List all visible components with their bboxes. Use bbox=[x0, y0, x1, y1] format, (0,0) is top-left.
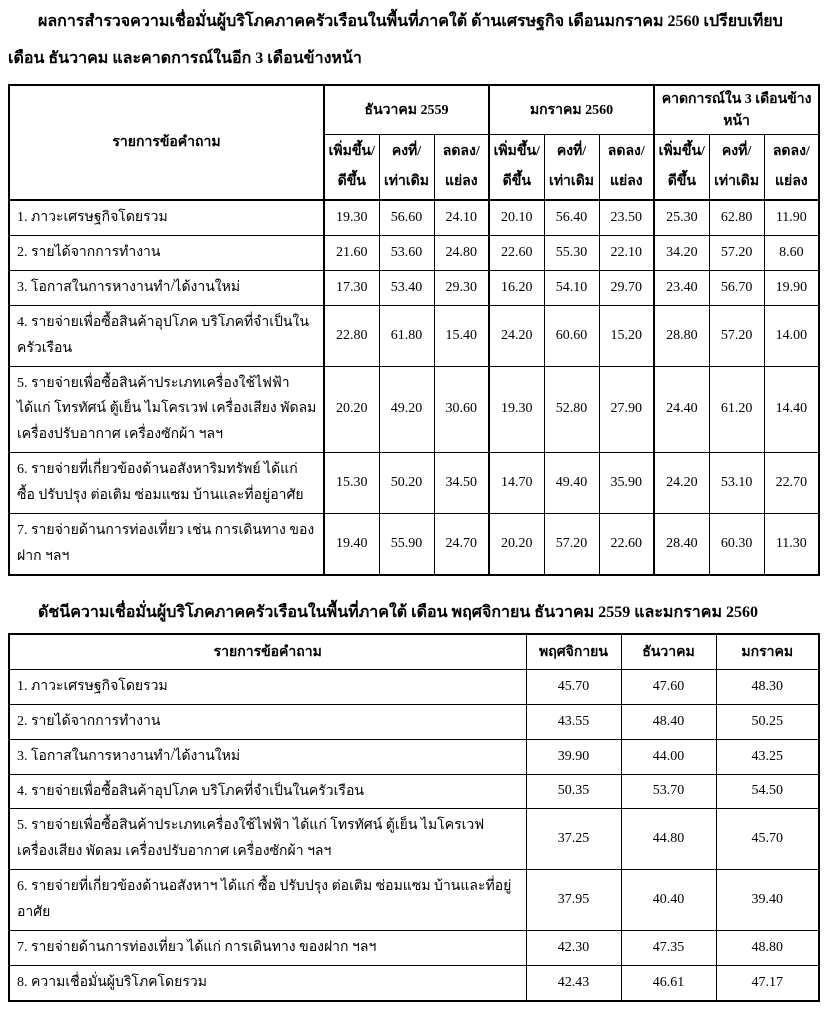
value-cell: 56.60 bbox=[379, 200, 434, 235]
question-label: 2. รายได้จากการทำงาน bbox=[9, 235, 324, 270]
month-header-december: ธันวาคม bbox=[621, 634, 716, 669]
subheader-line: เพิ่มขึ้น/ bbox=[493, 144, 540, 160]
value-cell: 28.80 bbox=[654, 305, 709, 366]
group-header-january: มกราคม 2560 bbox=[489, 85, 654, 135]
table-row bbox=[9, 366, 819, 453]
value-cell: 42.30 bbox=[526, 931, 621, 966]
question-label: 5. รายจ่ายเพื่อซื้อสินค้าประเภทเครื่องใช้ไฟฟ้า ได้แก่ โทรทัศน์ ตู้เย็น ไมโครเวฟ เครื่องเสียง พัดลม เครื่องปรับอากาศ เครื่องซักผ้า ฯลฯ bbox=[9, 366, 324, 453]
value-cell: 19.90 bbox=[764, 270, 819, 305]
subheader-increase bbox=[324, 134, 379, 200]
value-cell: 53.60 bbox=[379, 235, 434, 270]
value-cell: 60.60 bbox=[544, 305, 599, 366]
subheader-line: ดีขึ้น bbox=[337, 173, 366, 189]
value-cell: 24.10 bbox=[434, 200, 489, 235]
value-cell: 55.90 bbox=[379, 514, 434, 575]
subheader-line: เท่าเดิม bbox=[714, 173, 760, 189]
subheader-increase bbox=[654, 134, 709, 200]
value-cell: 47.35 bbox=[621, 931, 716, 966]
value-cell: 22.10 bbox=[599, 235, 654, 270]
value-cell: 56.70 bbox=[709, 270, 764, 305]
value-cell: 61.80 bbox=[379, 305, 434, 366]
value-cell: 48.80 bbox=[716, 931, 819, 966]
value-cell: 45.70 bbox=[526, 669, 621, 704]
value-cell: 39.40 bbox=[716, 870, 819, 931]
confidence-index-table bbox=[8, 633, 820, 1001]
value-cell: 14.00 bbox=[764, 305, 819, 366]
value-cell: 50.35 bbox=[526, 774, 621, 809]
value-cell: 40.40 bbox=[621, 870, 716, 931]
value-cell: 46.61 bbox=[621, 965, 716, 1000]
table-row bbox=[9, 704, 819, 739]
subheader-line: คงที่/ bbox=[556, 144, 587, 160]
value-cell: 28.40 bbox=[654, 514, 709, 575]
table-row bbox=[9, 305, 819, 366]
group-header-forecast: คาดการณ์ใน 3 เดือนข้างหน้า bbox=[654, 85, 819, 135]
value-cell: 27.90 bbox=[599, 366, 654, 453]
value-cell: 57.20 bbox=[709, 305, 764, 366]
subheader-stable bbox=[709, 134, 764, 200]
value-cell: 22.60 bbox=[599, 514, 654, 575]
value-cell: 43.55 bbox=[526, 704, 621, 739]
group-header-december: ธันวาคม 2559 bbox=[324, 85, 489, 135]
subheader-line: คงที่/ bbox=[721, 144, 752, 160]
subheader-line: เพิ่มขึ้น/ bbox=[658, 144, 705, 160]
month-header-november: พฤศจิกายน bbox=[526, 634, 621, 669]
value-cell: 48.40 bbox=[621, 704, 716, 739]
value-cell: 24.20 bbox=[654, 453, 709, 514]
value-cell: 19.40 bbox=[324, 514, 379, 575]
value-cell: 29.30 bbox=[434, 270, 489, 305]
subheader-line: เท่าเดิม bbox=[549, 173, 595, 189]
value-cell: 34.20 bbox=[654, 235, 709, 270]
value-cell: 22.80 bbox=[324, 305, 379, 366]
value-cell: 43.25 bbox=[716, 739, 819, 774]
subheader-increase bbox=[489, 134, 544, 200]
value-cell: 47.17 bbox=[716, 965, 819, 1000]
value-cell: 30.60 bbox=[434, 366, 489, 453]
question-label: 1. ภาวะเศรษฐกิจโดยรวม bbox=[9, 200, 324, 235]
value-cell: 14.70 bbox=[489, 453, 544, 514]
value-cell: 53.70 bbox=[621, 774, 716, 809]
question-label: 6. รายจ่ายที่เกี่ยวข้องด้านอสังหาริมทรัพย์ ได้แก่ ซื้อ ปรับปรุง ต่อเติม ซ่อมแซม บ้านและที่อยู่อาศัย bbox=[9, 453, 324, 514]
table-row bbox=[9, 235, 819, 270]
value-cell: 45.70 bbox=[716, 809, 819, 870]
index-table-title: ดัชนีความเชื่อมั่นผู้บริโภคภาคครัวเรือนในพื้นที่ภาคใต้ เดือน พฤศจิกายน ธันวาคม 2559 และมกราคม 2560 bbox=[38, 603, 758, 621]
value-cell: 15.30 bbox=[324, 453, 379, 514]
value-cell: 47.60 bbox=[621, 669, 716, 704]
value-cell: 60.30 bbox=[709, 514, 764, 575]
value-cell: 16.20 bbox=[489, 270, 544, 305]
value-cell: 50.20 bbox=[379, 453, 434, 514]
question-label: 6. รายจ่ายที่เกี่ยวข้องด้านอสังหาฯ ได้แก่ ซื้อ ปรับปรุง ต่อเติม ซ่อมแซม บ้านและที่อยู่อาศัย bbox=[9, 870, 526, 931]
value-cell: 11.90 bbox=[764, 200, 819, 235]
question-label: 2. รายได้จากการทำงาน bbox=[9, 704, 526, 739]
value-cell: 14.40 bbox=[764, 366, 819, 453]
table-row bbox=[9, 809, 819, 870]
value-cell: 57.20 bbox=[709, 235, 764, 270]
value-cell: 44.00 bbox=[621, 739, 716, 774]
subheader-line: ลดลง/ bbox=[607, 144, 645, 160]
value-cell: 23.50 bbox=[599, 200, 654, 235]
value-cell: 24.20 bbox=[489, 305, 544, 366]
value-cell: 49.20 bbox=[379, 366, 434, 453]
value-cell: 11.30 bbox=[764, 514, 819, 575]
value-cell: 8.60 bbox=[764, 235, 819, 270]
subheader-decrease bbox=[764, 134, 819, 200]
question-label: 5. รายจ่ายเพื่อซื้อสินค้าประเภทเครื่องใช้ไฟฟ้า ได้แก่ โทรทัศน์ ตู้เย็น ไมโครเวฟ เครื่องเสียง พัดลม เครื่องปรับอากาศ เครื่องซักผ้า ฯลฯ bbox=[9, 809, 526, 870]
value-cell: 29.70 bbox=[599, 270, 654, 305]
subheader-decrease bbox=[599, 134, 654, 200]
value-cell: 57.20 bbox=[544, 514, 599, 575]
question-label: 3. โอกาสในการหางานทำ/ได้งานใหม่ bbox=[9, 739, 526, 774]
subheader-decrease bbox=[434, 134, 489, 200]
question-column-header: รายการข้อคำถาม bbox=[9, 634, 526, 669]
value-cell: 24.70 bbox=[434, 514, 489, 575]
subheader-stable bbox=[379, 134, 434, 200]
value-cell: 44.80 bbox=[621, 809, 716, 870]
value-cell: 19.30 bbox=[324, 200, 379, 235]
question-column-header: รายการข้อคำถาม bbox=[9, 85, 324, 201]
value-cell: 20.10 bbox=[489, 200, 544, 235]
question-label: 4. รายจ่ายเพื่อซื้อสินค้าอุปโภค บริโภคที่จำเป็นในครัวเรือน bbox=[9, 774, 526, 809]
subheader-line: คงที่/ bbox=[391, 144, 422, 160]
value-cell: 37.95 bbox=[526, 870, 621, 931]
survey-comparison-table bbox=[8, 84, 820, 576]
subheader-line: ดีขึ้น bbox=[667, 173, 696, 189]
value-cell: 22.60 bbox=[489, 235, 544, 270]
question-label: 7. รายจ่ายด้านการท่องเที่ยว ได้แก่ การเดินทาง ของฝาก ฯลฯ bbox=[9, 931, 526, 966]
value-cell: 39.90 bbox=[526, 739, 621, 774]
subheader-line: ลดลง/ bbox=[772, 144, 810, 160]
value-cell: 53.40 bbox=[379, 270, 434, 305]
value-cell: 24.80 bbox=[434, 235, 489, 270]
value-cell: 49.40 bbox=[544, 453, 599, 514]
value-cell: 19.30 bbox=[489, 366, 544, 453]
table-row bbox=[9, 739, 819, 774]
table-row bbox=[9, 931, 819, 966]
value-cell: 62.80 bbox=[709, 200, 764, 235]
subheader-line: แย่ลง bbox=[444, 173, 478, 189]
value-cell: 61.20 bbox=[709, 366, 764, 453]
page-title: ผลการสำรวจความเชื่อมั่นผู้บริโภคภาคครัวเรือนในพื้นที่ภาคใต้ ด้านเศรษฐกิจ เดือนมกราคม 2560 เปรียบเทียบเดือน ธันวาคม และคาดการณ์ในอีก 3 เดือนข้างหน้า bbox=[8, 13, 783, 67]
table-row bbox=[9, 669, 819, 704]
subheader-line: เพิ่มขึ้น/ bbox=[328, 144, 375, 160]
subheader-line: เท่าเดิม bbox=[384, 173, 429, 189]
value-cell: 52.80 bbox=[544, 366, 599, 453]
subheader-stable bbox=[544, 134, 599, 200]
month-header-january: มกราคม bbox=[716, 634, 819, 669]
value-cell: 15.40 bbox=[434, 305, 489, 366]
value-cell: 50.25 bbox=[716, 704, 819, 739]
value-cell: 17.30 bbox=[324, 270, 379, 305]
value-cell: 48.30 bbox=[716, 669, 819, 704]
value-cell: 35.90 bbox=[599, 453, 654, 514]
question-label: 8. ความเชื่อมั่นผู้บริโภคโดยรวม bbox=[9, 965, 526, 1000]
subheader-line: แย่ลง bbox=[609, 173, 643, 189]
table-row bbox=[9, 270, 819, 305]
question-label: 3. โอกาสในการหางานทำ/ได้งานใหม่ bbox=[9, 270, 324, 305]
value-cell: 25.30 bbox=[654, 200, 709, 235]
value-cell: 24.40 bbox=[654, 366, 709, 453]
subheader-line: แย่ลง bbox=[774, 173, 808, 189]
value-cell: 20.20 bbox=[324, 366, 379, 453]
question-label: 7. รายจ่ายด้านการท่องเที่ยว เช่น การเดินทาง ของฝาก ฯลฯ bbox=[9, 514, 324, 575]
value-cell: 37.25 bbox=[526, 809, 621, 870]
table-row bbox=[9, 870, 819, 931]
value-cell: 21.60 bbox=[324, 235, 379, 270]
subheader-line: ดีขึ้น bbox=[502, 173, 531, 189]
table-row bbox=[9, 200, 819, 235]
value-cell: 22.70 bbox=[764, 453, 819, 514]
value-cell: 55.30 bbox=[544, 235, 599, 270]
value-cell: 34.50 bbox=[434, 453, 489, 514]
table-row bbox=[9, 774, 819, 809]
value-cell: 53.10 bbox=[709, 453, 764, 514]
value-cell: 23.40 bbox=[654, 270, 709, 305]
value-cell: 15.20 bbox=[599, 305, 654, 366]
table-row bbox=[9, 453, 819, 514]
value-cell: 56.40 bbox=[544, 200, 599, 235]
value-cell: 54.50 bbox=[716, 774, 819, 809]
table-row bbox=[9, 514, 819, 575]
question-label: 4. รายจ่ายเพื่อซื้อสินค้าอุปโภค บริโภคที่จำเป็นในครัวเรือน bbox=[9, 305, 324, 366]
table-row bbox=[9, 965, 819, 1000]
subheader-line: ลดลง/ bbox=[442, 144, 480, 160]
value-cell: 54.10 bbox=[544, 270, 599, 305]
value-cell: 20.20 bbox=[489, 514, 544, 575]
question-label: 1. ภาวะเศรษฐกิจโดยรวม bbox=[9, 669, 526, 704]
value-cell: 42.43 bbox=[526, 965, 621, 1000]
